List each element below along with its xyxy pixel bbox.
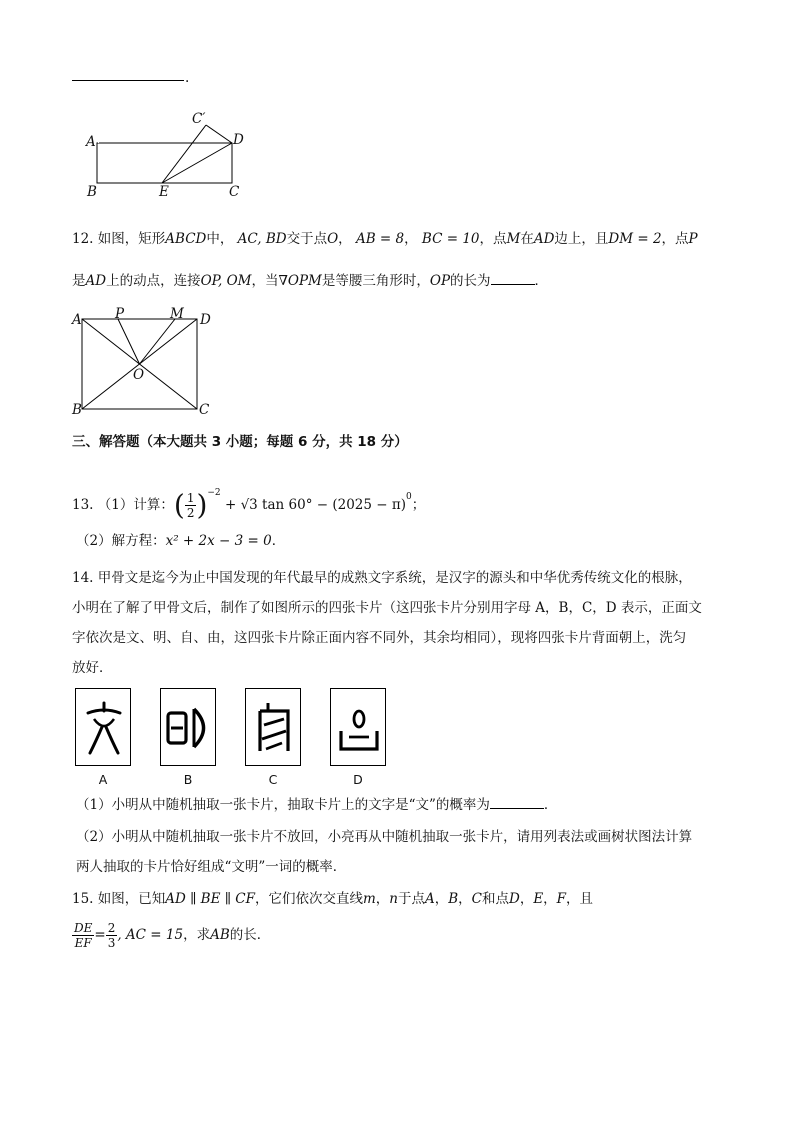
q15-math: n — [389, 891, 398, 907]
q13-number: 13. — [72, 497, 94, 513]
q15-math: F — [556, 891, 567, 907]
q13-end: ； — [411, 497, 426, 513]
q12-math: AD — [533, 231, 555, 247]
q13-frac-num: 1 — [186, 491, 195, 505]
q15-frac-2-3 — [106, 921, 118, 950]
q15-ac: , AC = 15 — [117, 927, 184, 943]
q15-math: D — [508, 891, 520, 907]
q14-line1: 14. 甲骨文是迄今为止中国发现的年代最早的成熟文字系统，是汉字的源头和中华优秀传统文化的根脉， — [72, 570, 692, 586]
q14-sub1-end: ． — [543, 797, 558, 813]
q12-text: ， — [338, 231, 352, 247]
q14-line3: 字依次是文、明、自、由，这四张卡片除正面内容不同外，其余均相同），现将四张卡片背面朝上，洗匀 — [72, 630, 687, 646]
oracle-you-glyph — [331, 689, 387, 767]
q13-part1-label: （1）计算： — [97, 497, 174, 513]
oracle-wen-glyph — [76, 689, 132, 767]
answer-blank-dot: . — [185, 70, 190, 86]
fig11-label-e: E — [159, 184, 169, 200]
q13-part2 — [76, 531, 285, 551]
q12-text: ， — [404, 231, 418, 247]
oracle-ming-glyph — [161, 689, 217, 767]
q15-math: m — [362, 891, 376, 907]
q12-math: BC = 10 — [421, 231, 480, 247]
q15-text: ， — [434, 891, 449, 907]
q15-line2 — [72, 915, 270, 955]
q15-text: ， — [519, 891, 534, 907]
q12-line1 — [72, 229, 698, 249]
q12-line2 — [72, 271, 548, 291]
fig12-label-b: B — [72, 402, 82, 418]
card-d-you — [330, 688, 386, 766]
q15-frac-de-ef — [72, 921, 94, 950]
q15-math: AD ∥ BE ∥ CF — [165, 891, 255, 907]
q12-math: AC, BD — [237, 231, 287, 247]
seg-op — [118, 319, 140, 364]
q13-part2-label: （2）解方程： — [76, 533, 166, 549]
q12-text: 是 — [72, 273, 86, 289]
q12-text: 在 — [520, 231, 534, 247]
q12-answer-blank — [491, 272, 535, 285]
q13-eq-end: ． — [271, 533, 286, 549]
q15-text: ，求 — [183, 927, 211, 943]
card-b-ming — [160, 688, 216, 766]
q13-exp1: −2 — [207, 488, 221, 498]
q12-text: 是等腰三角形时， — [321, 273, 430, 289]
fig12-label-p: P — [115, 306, 125, 322]
seg-e-cp — [162, 125, 206, 183]
q14-sub1-text: （1）小明从中随机抽取一张卡片，抽取卡片上的文字是“文”的概率为 — [76, 797, 490, 813]
q14-sub2-line1: （2）小明从中随机抽取一张卡片不放回，小亮再从中随机抽取一张卡片，请用列表法或画树状图法计算 — [76, 829, 693, 845]
figure-12 — [70, 308, 220, 420]
fig11-label-b: B — [87, 184, 97, 200]
q14-line2: 小明在了解了甲骨文后，制作了如图所示的四张卡片（这四张卡片分别用字母 A，B，C，D 表示，正面文 — [72, 600, 702, 616]
q12-math: ∇OPM — [278, 273, 322, 289]
q13-exp2: 0 — [406, 492, 412, 502]
card-c-zi — [245, 688, 301, 766]
q12-text: ，点 — [661, 231, 689, 247]
q12-text: 交于点 — [286, 231, 328, 247]
q15-math: B — [448, 891, 459, 907]
rect-abcd — [97, 143, 232, 183]
q15-frac1-num: DE — [74, 921, 93, 935]
q15-text: 于点 — [397, 891, 425, 907]
q13-frac-den: 2 — [186, 506, 195, 520]
q15-text: 的长． — [229, 927, 271, 943]
card-label-d: D — [353, 772, 363, 787]
q13-paren-left: ( — [173, 488, 185, 522]
q13-expression: + √3 tan 60° − (2025 − π) — [224, 497, 406, 513]
q15-text: ，它们依次交直线 — [254, 891, 363, 907]
q13-part1 — [72, 476, 426, 522]
q12-math: AB = 8 — [355, 231, 405, 247]
seg-e-d — [162, 143, 232, 183]
q12-text: ，当 — [251, 273, 279, 289]
q12-text: 的长为 — [450, 273, 491, 289]
q12-text: 边上，且 — [554, 231, 609, 247]
q14-sub1-blank — [490, 796, 544, 809]
q15-frac1-den: EF — [74, 936, 92, 950]
card-label-a: A — [98, 772, 108, 787]
q15-text: 15. 如图，已知 — [72, 891, 166, 907]
fig12-label-d: D — [200, 312, 211, 328]
seg-om — [140, 319, 176, 364]
fig11-label-cprime: C′ — [192, 111, 206, 127]
q13-fraction — [185, 491, 197, 520]
q15-ab: AB — [210, 927, 230, 943]
q12-math: P — [688, 231, 698, 247]
q15-math: E — [533, 891, 544, 907]
oracle-zi-glyph — [246, 689, 302, 767]
fig11-label-c: C — [229, 184, 240, 200]
q12-math: M — [506, 231, 521, 247]
q13-paren-right: ) — [196, 488, 208, 522]
q15-math: A — [424, 891, 435, 907]
q15-text: ， — [375, 891, 390, 907]
fig12-label-m: M — [170, 306, 184, 322]
q12-number: 12. — [72, 231, 94, 247]
q12-math: ABCD — [165, 231, 207, 247]
answer-blank-line — [72, 80, 184, 81]
q15-math: C — [471, 891, 482, 907]
q15-frac2-num: 2 — [107, 921, 116, 935]
q12-math: OP, OM — [200, 273, 252, 289]
seg-cp-d — [206, 125, 232, 143]
q15-text: ， — [458, 891, 472, 907]
q12-text: ，点 — [479, 231, 507, 247]
card-label-b: B — [183, 772, 193, 787]
q15-equals: = — [94, 927, 106, 943]
fig12-label-o: O — [133, 367, 145, 383]
q15-text: 和点 — [481, 891, 509, 907]
q12-math: AD — [85, 273, 107, 289]
q12-math: OP — [429, 273, 451, 289]
fig12-label-a: A — [72, 312, 82, 328]
fig12-label-c: C — [199, 402, 210, 418]
card-a-wen — [75, 688, 131, 766]
q12-math: O — [327, 231, 339, 247]
q15-text: ，且 — [566, 891, 594, 907]
q15-text: ， — [543, 891, 557, 907]
q14-sub2-line2: 两人抽取的卡片恰好组成“文明”一词的概率． — [76, 859, 347, 875]
q12-text: 中， — [206, 231, 234, 247]
card-label-c: C — [268, 772, 278, 787]
fig11-label-d: D — [233, 132, 244, 148]
q13-equation: x² + 2x − 3 = 0 — [165, 533, 272, 549]
mask-top-ad — [98, 142, 99, 143]
q12-text: 上的动点，连接 — [106, 273, 201, 289]
section-3-heading: 三、解答题（本大题共 3 小题；每题 6 分，共 18 分） — [72, 434, 408, 450]
fig11-label-a: A — [86, 134, 96, 150]
q12-text: ． — [534, 273, 549, 289]
q15-frac2-den: 3 — [107, 936, 116, 950]
q14-sub1 — [76, 795, 557, 815]
q14-line4: 放好． — [72, 660, 113, 676]
q12-text: 如图，矩形 — [97, 231, 166, 247]
q15-line1 — [72, 889, 593, 909]
q12-math: DM = 2 — [608, 231, 662, 247]
